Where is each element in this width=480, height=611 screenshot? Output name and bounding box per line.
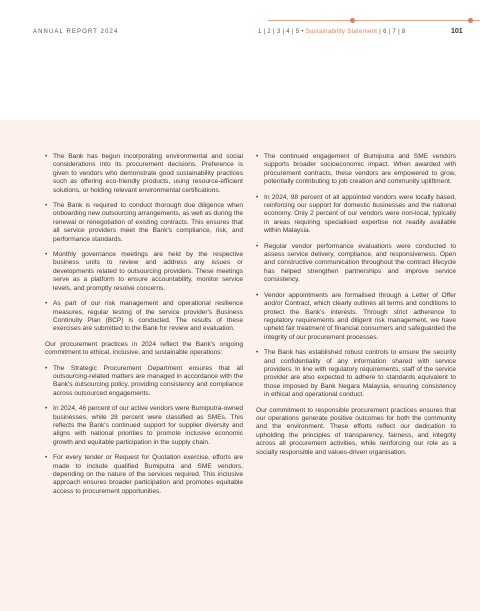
header-accent-line	[268, 20, 480, 21]
report-title: ANNUAL REPORT 2024	[33, 29, 119, 35]
list-item: • The Bank is required to conduct thorough due diligence when onboarding new outsourcing arrangements, as well as during the renewal or renegotiation of existing contracts. This ensures that all service providers meet the Bank's compliance, risk, and performance standards.	[45, 202, 243, 244]
closing-paragraph: Our commitment to responsible procurement practices ensures that our operations generate positive outcomes for both the community and the environment. These efforts reflect our dedication to upholding the principles of transparency, fairness, and integrity across all procurement activities, while reinforcing our role as a socially responsible and values-driven organisation.	[256, 406, 456, 456]
right-column	[256, 153, 456, 464]
nav-sections-after[interactable]: | 6 | 7 | 8	[379, 29, 406, 35]
list-item: • The Bank has begun incorporating environmental and social considerations into its procurement decisions. Preference is given to vendors who demonstrate good sustainability practices such as offering eco-friendly products, using resource-efficient solutions, or holding relevant environmental certifications.	[45, 153, 243, 195]
list-item: • Vendor appointments are formalised through a Letter of Offer and/or Contract, which clearly outlines all terms and conditions to protect the Bank's interests. Through strict adherence to regulatory requirements and diligent risk management, we have upheld fair treatment of financial consumers and safeguarded the integrity of our procurement processes.	[256, 292, 456, 342]
content-panel	[0, 120, 480, 611]
list-item: • The continued engagement of Bumiputra and SME vendors supports broader socioeconomic impact. When awarded with procurement contracts, these vendors are empowered to grow, potentially contributing to job creation and community upliftment.	[256, 153, 456, 187]
list-item: • In 2024, 46 percent of our active vendors were Bumiputra-owned businesses, while 28 percent were classified as SMEs. This reflects the Bank's continued support for supplier diversity and aligns with national priorities to promote inclusive economic growth and equitable participation in the supply chain.	[45, 405, 243, 447]
intro-paragraph: Our procurement practices in 2024 reflect the Bank's ongoing commitment to ethical, inclusive, and sustainable operations:	[45, 340, 243, 357]
list-item: • The Strategic Procurement Department ensures that all outsourcing-related matters are managed in accordance with the Bank's outsourcing policy, providing consistency and compliance across outsourced engagements.	[45, 365, 243, 399]
list-item: • Monthly governance meetings are held by the respective business units to review and address any issues or developments related to outsourcing providers. These meetings serve as a platform to ensure accountability, monitor service levels, and promptly resolve concerns.	[45, 251, 243, 293]
list-item: • For every tender or Request for Quotation exercise, efforts are made to include qualified Bumiputra and SME vendors, depending on the nature of the services required. This inclusive approach ensures broader participation and promotes equitable access to procurement opportunities.	[45, 454, 243, 496]
page-number: 101	[451, 28, 463, 35]
section-navigation[interactable]	[258, 29, 406, 35]
page-header	[0, 0, 480, 120]
header-accent-dot	[468, 18, 473, 23]
list-item: • As part of our risk management and operational resilience measures, regular testing of the service provider's Business Continuity Plan (BCP) is conducted. The results of these exercises are submitted to the Bank for review and evaluation.	[45, 300, 243, 334]
nav-sections-before[interactable]: 1 | 2 | 3 | 4 | 5 •	[258, 29, 304, 35]
list-item: • In 2024, 98 percent of all appointed vendors were locally based, reinforcing our support for domestic businesses and the national economy. Only 2 percent of our vendors were non-local, typically in areas requiring specialised expertise not readily available within Malaysia.	[256, 194, 456, 236]
left-column	[45, 153, 243, 503]
list-item: • The Bank has established robust controls to ensure the security and confidentiality of any information shared with service providers. In line with regulatory requirements, staff of the service provider are also expected to adhere to standards equivalent to those imposed by Bank Negara Malaysia, ensuring consistency in ethical and operational conduct.	[256, 349, 456, 399]
header-accent-dot	[350, 18, 355, 23]
list-item: • Regular vendor performance evaluations were conducted to assess service delivery, compliance, and responsiveness. Open and constructive communication throughout the contract lifecycle has helped strengthen partnerships and improve service consistency.	[256, 243, 456, 285]
nav-active-section[interactable]: Sustainability Statement	[305, 29, 378, 35]
